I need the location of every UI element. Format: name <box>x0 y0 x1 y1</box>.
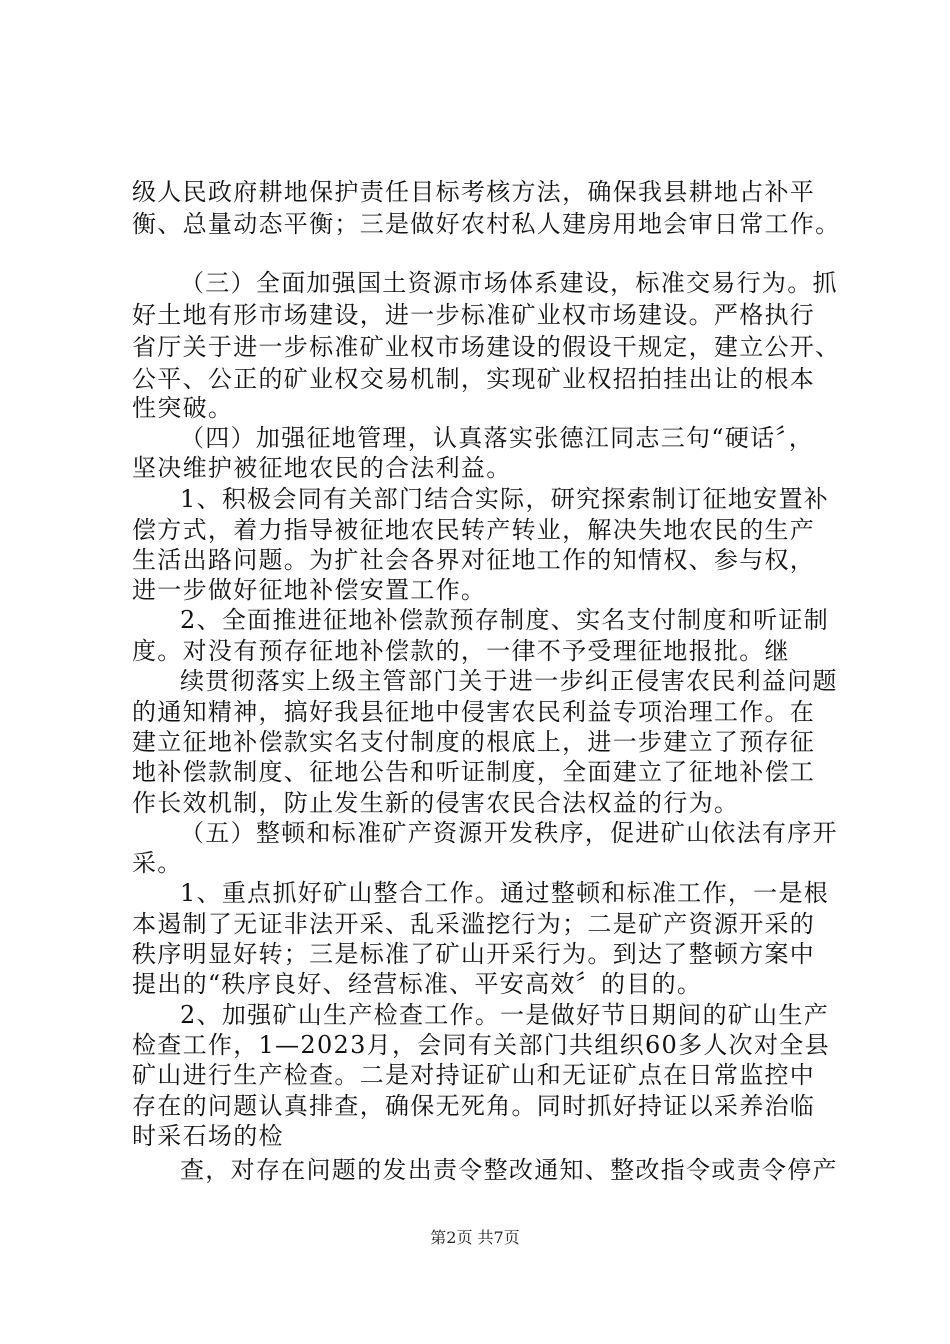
text-line: 坚决维护被征地农民的合法利益。 <box>132 454 512 482</box>
text-line: 提出的“秩序良好、经营标准、平安高效〞的目的。 <box>132 970 703 998</box>
text-line: （四）加强征地管理，认真落实张德江同志三句“硬话〞， <box>180 424 815 452</box>
text-line: 偿方式，着力指导被征地农民转产转业，解决失地农民的生产 <box>132 516 816 544</box>
text-line: （三）全面加强国土资源市场体系建设，标准交易行为。抓 <box>180 269 838 297</box>
text-line: 查，对存在问题的发出责令整改通知、整改指令或责令停产 <box>180 1156 838 1184</box>
text-line: 公平、公正的矿业权交易机制，实现矿业权招拍挂出让的根本 <box>132 365 816 393</box>
text-line: 本遏制了无证非法开采、乱采滥挖行为；二是矿产资源开采的 <box>132 910 816 938</box>
text-line: 性突破。 <box>132 394 234 422</box>
text-line: 省厅关于进一步标准矿业权市场建设的假设干规定，建立公开、 <box>132 333 841 361</box>
text-line: 检查工作，1—2023月，会同有关部门共组织60多人次对全县 <box>132 1031 830 1059</box>
text-line: 好土地有形市场建设，进一步标准矿业权市场建设。严格执行 <box>132 301 816 329</box>
text-line: 地补偿款制度、征地公告和听证制度，全面建立了征地补偿工 <box>132 758 816 786</box>
page-number-footer: 第2页 共7页 <box>430 1228 520 1247</box>
text-line: 秩序明显好转；三是标准了矿山开采行为。到达了整顿方案中 <box>132 940 816 968</box>
text-line: 作长效机制，防止发生新的侵害农民合法权益的行为。 <box>132 789 740 817</box>
text-line: （五）整顿和标准矿产资源开发秩序，促进矿山依法有序开 <box>180 819 838 847</box>
text-line: 1、重点抓好矿山整合工作。通过整顿和标准工作，一是根 <box>180 879 830 907</box>
text-line: 2、全面推进征地补偿款预存制度、实名支付制度和听证制 <box>180 606 830 634</box>
text-line: 采。 <box>132 849 183 877</box>
text-line: 进一步做好征地补偿安置工作。 <box>132 576 487 604</box>
text-line: 存在的问题认真排查，确保无死角。同时抓好持证以采养治临 <box>132 1092 816 1120</box>
text-line: 矿山进行生产检查。二是对持证矿山和无证矿点在日常监控中 <box>132 1061 816 1089</box>
text-line: 建立征地补偿款实名支付制度的根底上，进一步建立了预存征 <box>132 728 816 756</box>
text-line: 1、积极会同有关部门结合实际，研究探索制订征地安置补 <box>180 485 830 513</box>
text-line: 度。对没有预存征地补偿款的，一律不予受理征地报批。继 <box>132 637 790 665</box>
text-line: 级人民政府耕地保护责任目标考核方法，确保我县耕地占补平 <box>132 178 816 206</box>
text-line: 生活出路问题。为扩社会各界对征地工作的知情权、参与权， <box>132 546 816 574</box>
text-line: 的通知精神，搞好我县征地中侵害农民利益专项治理工作。在 <box>132 698 816 726</box>
text-line: 时采石场的检 <box>132 1122 284 1150</box>
text-line: 续贯彻落实上级主管部门关于进一步纠正侵害农民利益问题 <box>180 667 838 695</box>
text-line: 2、加强矿山生产检查工作。一是做好节日期间的矿山生产 <box>180 1001 830 1029</box>
text-line: 衡、总量动态平衡；三是做好农村私人建房用地会审日常工作。 <box>132 210 841 238</box>
